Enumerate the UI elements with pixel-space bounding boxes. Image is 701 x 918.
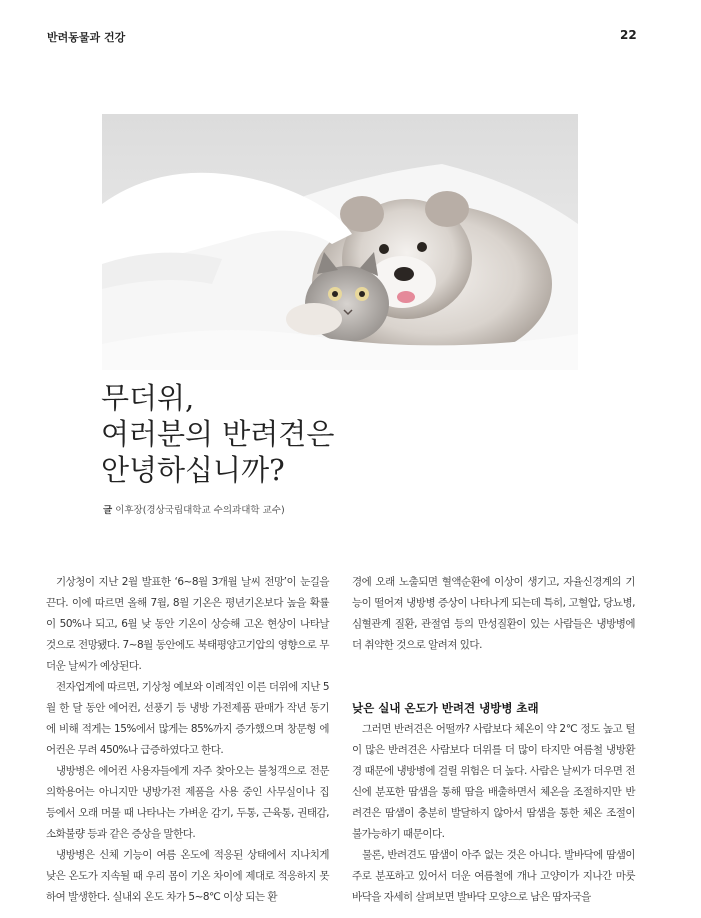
paragraph: 물론, 반려견도 땀샘이 아주 없는 것은 아니다. 발바닥에 땀샘이 주로 분포하고 있어서 더운 여름철에 개나 고양이가 지나간 마룻바닥을 자세히 살펴보면 발바닥 모양으로 남은 땀자국을 xyxy=(352,849,635,903)
section-header: 반려동물과 건강 xyxy=(47,31,126,44)
article-column-right xyxy=(352,572,635,908)
article-photo xyxy=(102,114,578,370)
section-heading: 낮은 실내 온도가 반려견 냉방병 초래 xyxy=(352,701,539,715)
title-line-2: 여러분의 반려견은 xyxy=(101,417,335,451)
paragraph: 기상청이 지난 2월 발표한 ‘6~8월 3개월 날씨 전망’이 눈길을 끈다. 이에 따르면 올해 7월, 8월 기온은 평년기온보다 높을 확률이 50%나 되고, 6월 낮 동안 기온이 상승해 고온 현상이 나타날 것으로 전망됐다. 7~8월 동안에도 북태평양고기압의 영향으로 무더운 날씨가 예상된다. xyxy=(46,576,329,672)
paragraph: 경에 오래 노출되면 혈액순환에 이상이 생기고, 자율신경계의 기능이 떨어져 냉방병 증상이 나타나게 되는데 특히, 고혈압, 당뇨병, 심혈관계 질환, 관절염 등의 만성질환이 있는 사람들은 냉방병에 더 취약한 것으로 알려져 있다. xyxy=(352,576,635,651)
title-line-1: 무더위, xyxy=(101,381,195,415)
paragraph: 그러면 반려견은 어떨까? 사람보다 체온이 약 2℃ 정도 높고 털이 많은 반려견은 사람보다 더위를 더 많이 타지만 여름철 냉방환경 때문에 냉방병에 걸릴 위험은 더 높다. 사람은 날씨가 더우면 전신에 분포한 땀샘을 통해 땀을 배출하면서 체온을 조절하지만 반려견은 땀샘이 충분히 발달하지 않아서 땀샘을 통한 체온 조절이 불가능하기 때문이다. xyxy=(352,723,635,840)
page-number: 22 xyxy=(620,28,637,42)
paragraph: 냉방병은 신체 기능이 여름 온도에 적응된 상태에서 지나치게 낮은 온도가 지속될 때 우리 몸이 기온 차이에 제대로 적응하지 못하여 발생한다. 실내외 온도 차가 5~8℃ 이상 되는 환 xyxy=(46,849,329,903)
byline-label: 글 xyxy=(103,505,113,516)
article-column-left xyxy=(46,572,329,908)
paragraph: 냉방병은 에어컨 사용자들에게 자주 찾아오는 불청객으로 전문 의학용어는 아니지만 냉방가전 제품을 사용 중인 사무실이나 집 등에서 오래 머물 때 나타나는 가벼운 감기, 두통, 근육통, 권태감, 소화불량 등과 같은 증상을 말한다. xyxy=(46,765,329,840)
title-line-3: 안녕하십니까? xyxy=(101,453,285,487)
puppy-kitten-illustration xyxy=(102,114,578,370)
article-title xyxy=(101,380,334,488)
byline xyxy=(103,502,285,516)
byline-author: 이후장(경상국립대학교 수의과대학 교수) xyxy=(115,505,285,516)
paragraph: 전자업계에 따르면, 기상청 예보와 이례적인 이른 더위에 지난 5월 한 달 동안 에어컨, 선풍기 등 냉방 가전제품 판매가 작년 동기에 비해 적게는 15%에서 많게는 85%까지 증가했으며 창문형 에어컨은 무려 450%나 급증하였다고 한다. xyxy=(46,681,329,756)
